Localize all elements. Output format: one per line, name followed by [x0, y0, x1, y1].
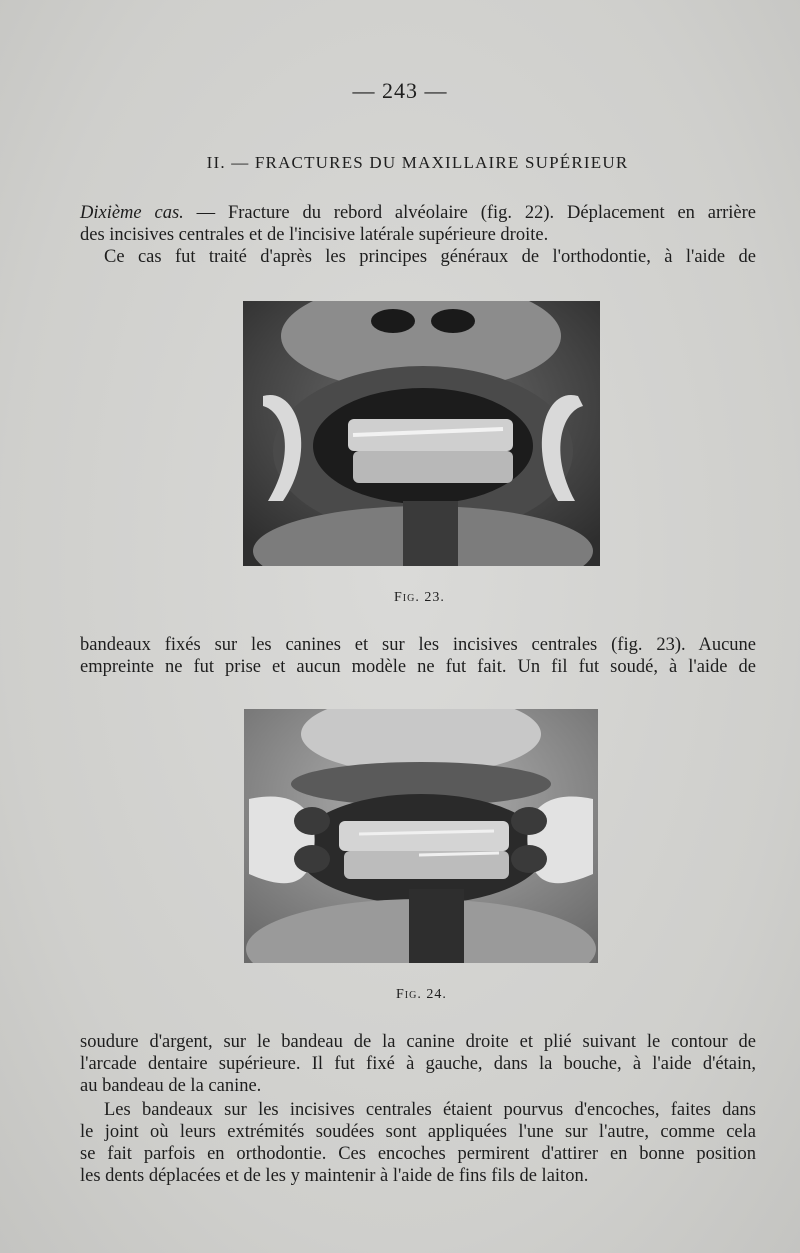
paragraph-line: Ce cas fut traité d'après les principes généraux de l'orthodontie, à l'aide de — [104, 247, 756, 267]
caption-number: 24. — [426, 987, 447, 1002]
paragraph-wire — [80, 1031, 756, 1097]
figure-23-photo — [243, 301, 600, 566]
paragraph-line: Les bandeaux sur les incisives centrales étaient pourvus d'encoches, faites dans — [104, 1100, 756, 1120]
figure-24-caption — [396, 987, 447, 1003]
paragraph-case-intro — [80, 202, 756, 268]
paragraph-line: empreinte ne fut prise et aucun modèle ne fut fait. Un fil fut soudé, à l'aide de — [80, 657, 756, 677]
paragraph-line: l'arcade dentaire supérieure. Il fut fixé à gauche, dans la bouche, à l'aide d'étain, — [80, 1054, 756, 1074]
case-label: Dixième cas. — [80, 203, 184, 223]
figure-24-photo — [244, 709, 598, 963]
caption-number: 23. — [424, 590, 445, 605]
paragraph-line: au bandeau de la canine. — [80, 1076, 262, 1096]
paragraph-line: les dents déplacées et de les y maintenir à l'aide de fins fils de laiton. — [80, 1166, 589, 1186]
paragraph-line: se fait parfois en orthodontie. Ces encoches permirent d'attirer en bonne position — [80, 1144, 756, 1164]
paragraph-line: soudure d'argent, sur le bandeau de la canine droite et plié suivant le contour de — [80, 1032, 756, 1052]
paragraph-text: — Fracture du rebord alvéolaire (fig. 22). Déplacement en arrière — [183, 203, 757, 223]
dental-photo-image — [243, 301, 600, 566]
caption-prefix: Fig. — [396, 987, 422, 1002]
section-title: II. — FRACTURES DU MAXILLAIRE SUPÉRIEUR — [206, 153, 629, 172]
paragraph-line: le joint où leurs extrémités soudées sont appliquées l'une sur l'autre, comme cela — [80, 1122, 756, 1142]
paragraph-notches — [80, 1099, 756, 1187]
dental-photo-image — [244, 709, 598, 963]
paragraph-line: des incisives centrales et de l'incisive latérale supérieure droite. — [80, 225, 549, 245]
paragraph-bands — [80, 634, 756, 678]
caption-prefix: Fig. — [394, 590, 420, 605]
paragraph-line: bandeaux fixés sur les canines et sur les incisives centrales (fig. 23). Aucune — [80, 635, 756, 655]
figure-23-caption — [394, 590, 445, 606]
paragraph-line — [80, 202, 756, 224]
page-number: — 243 — — [352, 78, 448, 103]
